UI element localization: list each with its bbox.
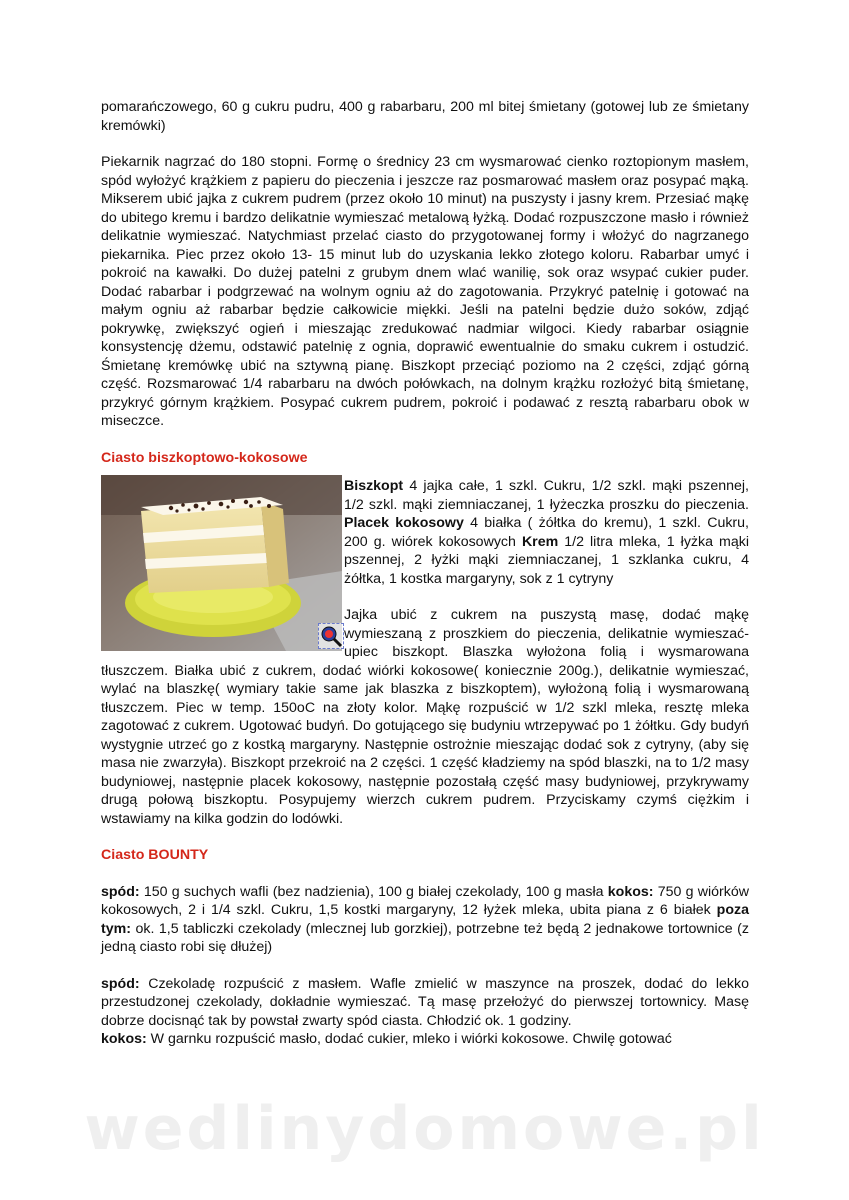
method-biszkoptowo-kokosowe: Jajka ubić z cukrem na puszystą masę, dodać mąkę wymieszaną z proszkiem do pieczenia, delikatnie wymieszać-upiec biszkopt. Blaszka wyłożona folią i wysmarowana tłuszczem. Białka ubić z cukrem, dodać wiórki kokosowe( koniecznie 200g.), delikatnie wymieszać, wylać na blaszkę( wymiary takie same jak blaszka z biszkoptem), wyłożoną folią i wysmarowaną tłuszczem. Piec w temp. 150oC na złoty kolor. Mąkę rozpuścić w 1/2 szkl mleka, resztę mleka zagotować z cukrem. Ugotować budyń. Do gotującego się budyniu wtrzepywać po 1 żółtku. Gdy budyń wystygnie utrzeć go z kostką margaryny. Następnie ostrożnie mieszając dodać sok z cytryny, (aby się masa nie zwarzyła). Biszkopt przekroić na 2 części. 1 część kładziemy na spód blaszki, na to 1/2 masy budyniowej, następnie placek kokosowy, następnie pozostałą część masy budyniowej, przykrywamy drugą połową biszkoptu. Posypujemy wierzch cukrem pudrem. Przyciskamy czymś ciężkim i wstawiamy na kilka godzin do lodówki.	[101, 607, 749, 827]
recipe-title-bounty: Ciasto BOUNTY	[101, 847, 209, 863]
cake-photo	[101, 475, 342, 651]
label-poza-tym: poza tym:	[101, 902, 749, 937]
cake-slice-image	[101, 475, 342, 651]
method-label-spod: spód:	[101, 975, 140, 992]
label-spod: spód:	[101, 883, 140, 900]
recipe-biszkoptowo-kokosowe	[101, 475, 749, 828]
ingredients-biszkoptowo-kokosowe: Biszkopt 4 jajka całe, 1 szkl. Cukru, 1/2 szkl. mąki pszennej, 1/2 szkl. mąki ziemniaczanej, 1 łyżeczka proszku do pieczenia. Placek kokosowy 4 białka ( żółtka do kremu), 1 szkl. Cukru, 200 g. wiórek kokosowych Krem 1/2 litra mleka, 1 łyżka mąki pszennej, 2 łyżki mąki ziemniaczanej, 1 szklanka cukru, 4 żółtka, 1 kostka margaryny, sok z 1 cytryny	[344, 478, 749, 587]
ingredients-bounty: spód: 150 g suchych wafli (bez nadzienia), 100 g białej czekolady, 100 g masła kokos: 750 g wiórków kokosowych, 2 i 1/4 szkl. Cukru, 1,5 kostki margaryny, 12 łyżek mleka, ubita piana z 6 białek poza tym: ok. 1,5 tabliczki czekolady (mlecznej lub gorzkiej), potrzebne też będą 2 jednakowe tortownice (z jedną ciasto robi się dłużej)	[101, 883, 749, 955]
method-paragraph: Piekarnik nagrzać do 180 stopni. Formę o średnicy 23 cm wysmarować cienko roztopionym masłem, spód wyłożyć krążkiem z papieru do pieczenia i jeszcze raz posmarować masłem oraz posypać mąką. Mikserem ubić jajka z cukrem pudrem (przez około 10 minut) na puszysty i jasny krem. Przesiać mąkę do ubitego kremu i bardzo delikatnie wymieszać metalową łyżką. Dodać rozpuszczone masło i również delikatnie wymieszać. Natychmiast przelać ciasto do przygotowanej formy i włożyć do nagrzanego piekarnika. Piec przez około 13- 15 minut lub do uzyskania lekko złotego koloru. Rabarbar umyć i pokroić na kawałki. Do dużej patelni z grubym dnem wlać wanilię, sok oraz wsypać cukier puder. Dodać rabarbar i podgrzewać na wolnym ogniu aż do zagotowania. Przykryć patelnię i gotować na małym ogniu aż rabarbar będzie całkowicie miękki. Jeśli na patelni będzie dużo soków, zdjąć pokrywkę, zwiększyć ogień i mieszając zredukować nadmiar wilgoci. Kiedy rabarbar osiągnie konsystencję dżemu, odstawić patelnię z ognia, doprawić ewentualnie do smaku cukrem i ostudzić. Śmietanę kremówkę ubić na sztywną pianę. Biszkopt przeciąć poziomo na 2 części, zdjąć górną część. Rozsmarować 1/4 rabarbaru na dwóch połówkach, na dolnym krążku rozłożyć bitą śmietanę, przykryć górnym krążkiem. Posypać cukrem pudrem, pokroić i podawać z resztą rabarbaru obok w miseczce.	[101, 154, 749, 429]
label-krem: Krem	[521, 533, 559, 550]
intro-paragraph: pomarańczowego, 60 g cukru pudru, 400 g rabarbaru, 200 ml bitej śmietany (gotowej lub ze śmietany kremówki)	[101, 99, 749, 134]
watermark: wedlinydomowe.pl	[84, 1094, 765, 1164]
label-placek-kokosowy: Placek kokosowy	[344, 515, 464, 531]
document-page	[101, 98, 749, 1049]
label-kokos: kokos:	[607, 883, 654, 900]
recipe-title-biszkoptowo-kokosowe: Ciasto biszkoptowo-kokosowe	[101, 449, 308, 466]
method-label-kokos: kokos:	[101, 1031, 147, 1047]
method-bounty: spód: Czekoladę rozpuścić z masłem. Wafle zmielić w maszynce na proszek, dodać do lekko przestudzonej czekolady, dokładnie wymieszać. Tą masę przełożyć do pierwszej tortownicy. Masę dobrze docisnąć tak by powstał zwarty spód ciasta. Chłodzić ok. 1 godziny. kokos: W garnku rozpuścić masło, dodać cukier, mleko i wiórki kokosowe. Chwilę gotować	[101, 975, 749, 1047]
label-biszkopt: Biszkopt	[344, 478, 404, 494]
zoom-icon[interactable]	[318, 623, 344, 649]
